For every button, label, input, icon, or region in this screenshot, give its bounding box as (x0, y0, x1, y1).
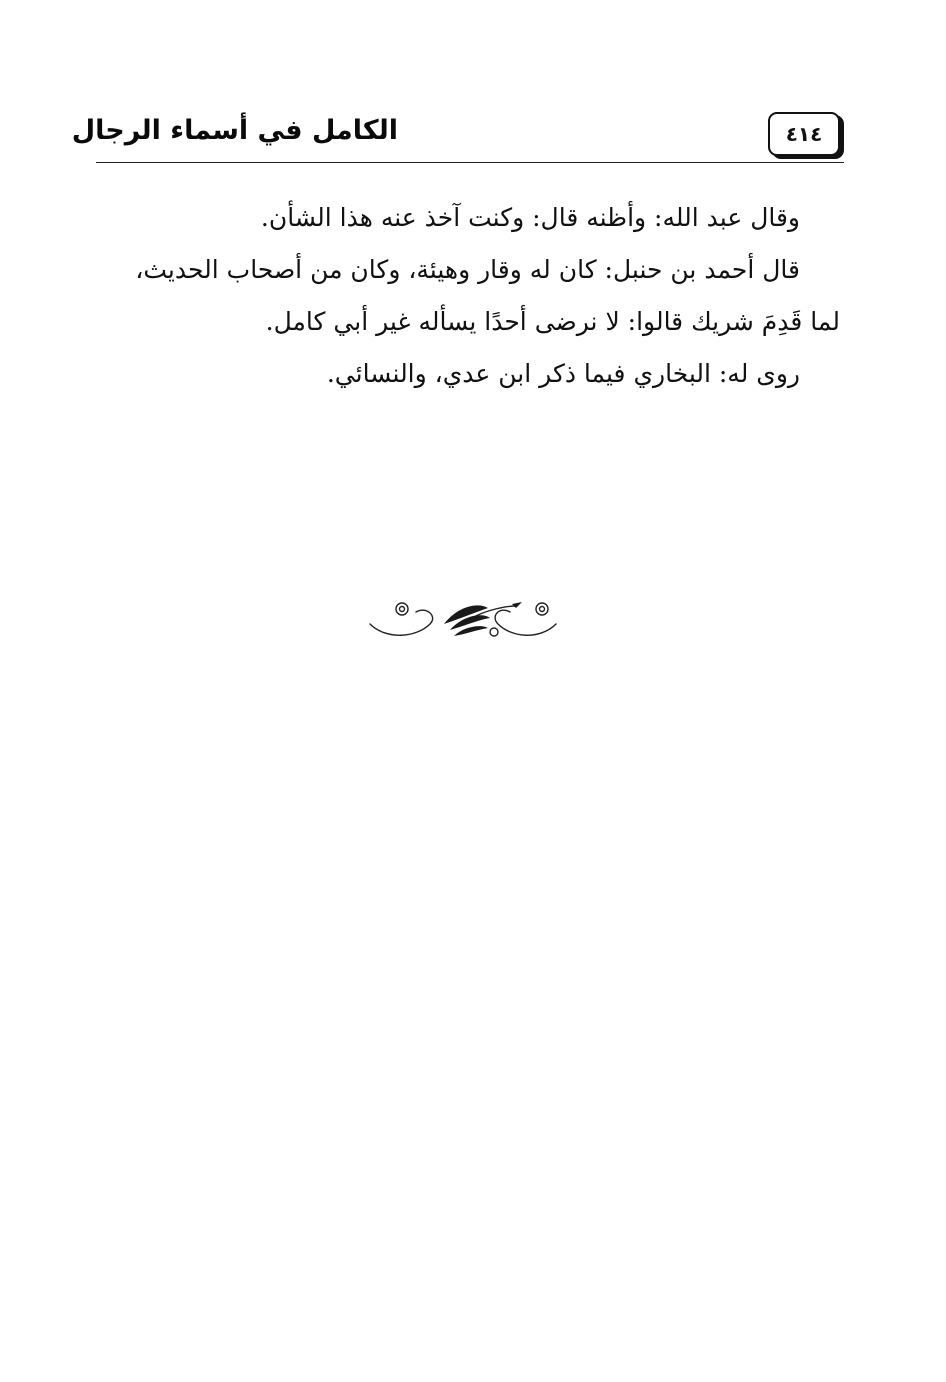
book-title: الكامل في أسماء الرجال (71, 115, 398, 146)
text-line: لما قَدِمَ شريك قالوا: لا نرضى أحدًا يسأله غير أبي كامل. (265, 307, 840, 336)
page-number: ٤١٤ (768, 112, 840, 156)
text-line: وقال عبد الله: وأظنه قال: وكنت آخذ عنه هذا الشأن. (260, 203, 800, 232)
text-line: قال أحمد بن حنبل: كان له وقار وهيئة، وكان من أصحاب الحديث، (135, 255, 800, 284)
floral-divider-icon (366, 594, 560, 644)
text-line: روى له: البخاري فيما ذكر ابن عدي، والنسائي. (326, 359, 800, 388)
body-text (100, 192, 840, 400)
header-divider (96, 162, 844, 163)
page-header (71, 100, 844, 166)
